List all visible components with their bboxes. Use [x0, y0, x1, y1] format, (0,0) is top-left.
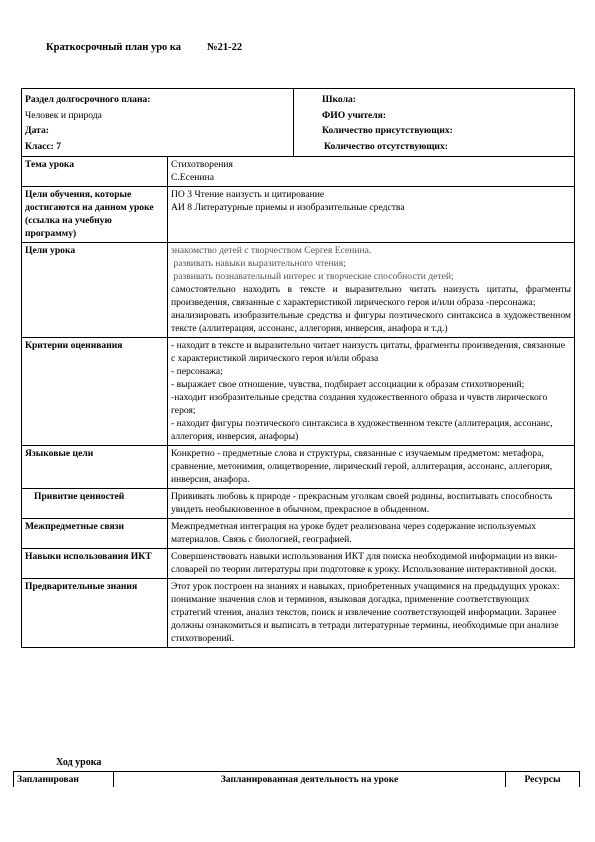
objective-line: АИ 8 Литературные приемы и изобразительные средства — [171, 202, 405, 214]
school-label: Школа: — [322, 94, 356, 105]
absent-count-label: Количество отсутствующих: — [324, 140, 448, 152]
table-row — [22, 157, 575, 187]
row-content-ict-skills: Совершенствовать навыки использования ИКТ для поиска необходимой информации из вики-словарей по теории литературы при подготовке к уроку. Использование интерактивной доски. — [168, 549, 575, 579]
row-content-assessment-criteria — [168, 338, 575, 446]
objective-line: ПО 3 Чтение наизусть и цитирование — [171, 189, 325, 201]
resources-header: Ресурсы — [506, 772, 580, 788]
table-row — [22, 338, 575, 446]
row-content-prior-knowledge: Этот урок построен на знаниях и навыках, приобретенных учащимися на предыдущих уроках: понимание значения слов и терминов, языковая догадка, применение соответствующих стратегий чтения, анализ текстов, поиск и извлечение соответствующей информации. Заранее должны ознакомиться и выписать в тетради литературные термины, необходимые при анализе стихотворений. — [168, 579, 575, 648]
row-content-topic — [168, 157, 575, 187]
row-content-values: Прививать любовь к природе - прекрасным уголкам своей родины, воспитывать способность увидеть необыкновенное в обычном, прекрасное в обыденном. — [168, 489, 575, 519]
lesson-plan-table — [21, 88, 575, 648]
row-content-language-goals: Конкретно - предметные слова и структуры, связанные с изучаемым предметом: метафора, сравнение, метонимия, олицетворение, лирический герой, аллитерация, ассонанс, аллегория, инверсия, анафора. — [168, 446, 575, 489]
criteria-line: -находит изобразительные средства создания художественного образа и чувств лирического героя; — [171, 392, 548, 417]
date-label: Дата: — [25, 125, 49, 137]
row-label-topic: Тема урока — [22, 157, 168, 187]
criteria-line: - выражает свое отношение, чувства, подбирает ассоциации к образам стихотворений; — [171, 379, 525, 391]
criteria-line: - находит фигуры поэтического синтаксиса в художественном тексте (аллитерация, ассонанс, аллегория, инверсия, анафоры) — [171, 418, 553, 443]
header-row — [22, 89, 575, 157]
goal-line: развивать познавательный интерес и творческие способности детей; — [171, 271, 454, 283]
class-label: Класс: 7 — [25, 140, 62, 152]
row-label-prior-knowledge: Предварительные знания — [22, 579, 168, 648]
goal-line: развивать навыки выразительного чтения; — [171, 258, 346, 270]
document-title — [46, 42, 242, 53]
course-header-row — [14, 772, 580, 788]
planned-activity-header: Запланированная деятельность на уроке — [114, 772, 506, 788]
table-row — [22, 519, 575, 549]
table-row — [22, 549, 575, 579]
table-row — [22, 579, 575, 648]
long-term-section-label: Раздел долгосрочного плана: — [25, 94, 151, 105]
goal-paragraph: самостоятельно находить в тексте и выразительно читать наизусть цитаты, фрагменты произведения, связанные с характеристикой лирического героя и/или образа -персонажа; — [171, 284, 571, 309]
header-right-cell — [294, 89, 575, 157]
present-count-label: Количество присутствующих: — [322, 125, 453, 137]
criteria-line: - находит в тексте и выразительно читает наизусть цитаты, фрагменты произведения, связанные с характеристикой лирического героя и/или образа — [171, 340, 565, 365]
planned-stage-header: Запланирован — [14, 772, 114, 788]
row-label-lesson-goals: Цели урока — [22, 243, 168, 338]
row-label-language-goals: Языковые цели — [22, 446, 168, 489]
section-name: Человек и природа — [25, 109, 102, 121]
lesson-number: №21-22 — [207, 42, 243, 53]
row-label-learning-objectives: Цели обучения, которые достигаются на данном уроке (ссылка на учебную программу) — [22, 187, 168, 243]
table-row — [22, 187, 575, 243]
row-label-ict-skills: Навыки использования ИКТ — [22, 549, 168, 579]
criteria-line: - персонажа; — [171, 366, 223, 378]
row-label-assessment-criteria: Критерии оценивания — [22, 338, 168, 446]
table-row — [22, 243, 575, 338]
row-content-cross-curricular: Межпредметная интеграция на уроке будет реализована через содержание используемых материалов. Связь с биологией, географией. — [168, 519, 575, 549]
topic-line: Стихотворения — [171, 159, 233, 171]
goal-line: знакомство детей с творчеством Сергея Есенина. — [171, 245, 372, 257]
title-text: Краткосрочный план уро ка — [46, 42, 182, 53]
lesson-course-table — [13, 771, 580, 787]
goal-paragraph: анализировать изобразительные средства и фигуры поэтического синтаксиса в художественном тексте (аллитерация, ассонанс, аллегория, инверсия, анафора и т.д.) — [171, 310, 571, 335]
row-label-values: Привитие ценностей — [22, 489, 168, 519]
table-row — [22, 446, 575, 489]
header-left-cell — [22, 89, 294, 157]
topic-line: С.Есенина — [171, 172, 214, 184]
table-row — [22, 489, 575, 519]
lesson-course-heading: Ход урока — [56, 757, 102, 768]
row-label-cross-curricular: Межпредметные связи — [22, 519, 168, 549]
row-content-learning-objectives — [168, 187, 575, 243]
teacher-name-label: ФИО учителя: — [322, 109, 387, 121]
row-content-lesson-goals — [168, 243, 575, 338]
